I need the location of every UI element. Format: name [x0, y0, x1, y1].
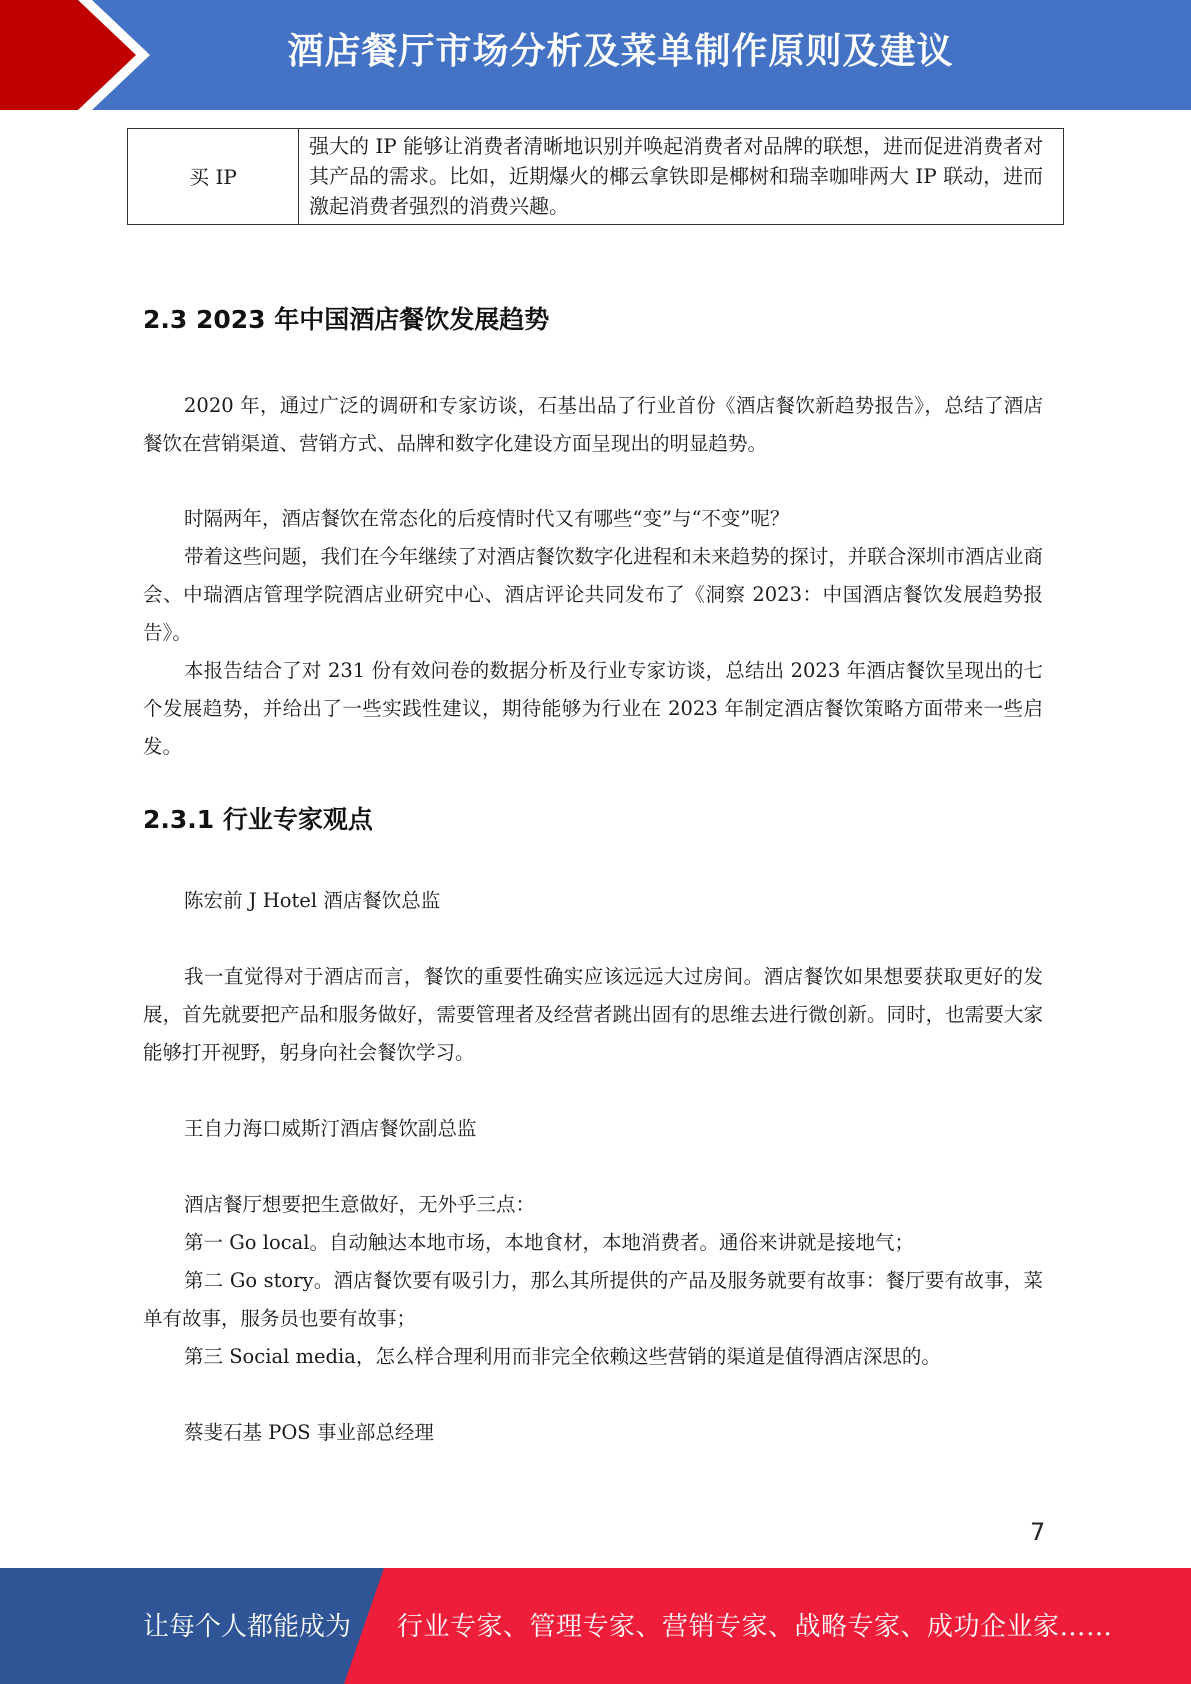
expert-quote: 我一直觉得对于酒店而言，餐饮的重要性确实应该远远大过房间。酒店餐饮如果想要获取更好的发展，首先就要把产品和服务做好，需要管理者及经营者跳出固有的思维去进行微创新。同时，也需要大家能够打开视野，躬身向社会餐饮学习。 — [143, 965, 1043, 1064]
expert-name: 陈宏前 J Hotel 酒店餐饮总监 — [184, 889, 441, 912]
page-footer — [0, 1568, 1191, 1684]
page-header — [0, 0, 1191, 110]
expert-name: 王自力海口威斯汀酒店餐饮副总监 — [184, 1117, 477, 1140]
section-heading-2-3: 2.3 2023 年中国酒店餐饮发展趋势 — [143, 305, 550, 334]
expert-quote-line: 第一 Go local。自动触达本地市场，本地食材，本地消费者。通俗来讲就是接地气； — [184, 1231, 914, 1254]
expert-quote-line: 酒店餐厅想要把生意做好，无外乎三点： — [184, 1193, 536, 1216]
footer-slogan-left: 让每个人都能成为 — [143, 1612, 352, 1642]
expert-quote-line: 第二 Go story。酒店餐饮要有吸引力，那么其所提供的产品及服务就要有故事：餐厅要有故事，菜单有故事，服务员也要有故事； — [143, 1269, 1043, 1330]
table-row — [128, 129, 1064, 225]
expert-quote-line: 第三 Social media，怎么样合理利用而非完全依赖这些营销的渠道是值得酒店深思的。 — [184, 1345, 941, 1368]
paragraph: 时隔两年，酒店餐饮在常态化的后疫情时代又有哪些“变”与“不变”呢？ — [184, 507, 790, 530]
expert-name: 蔡斐石基 POS 事业部总经理 — [184, 1421, 434, 1444]
page-number: 7 — [1030, 1518, 1046, 1546]
table-label-cell: 买 IP — [128, 129, 299, 225]
paragraph: 带着这些问题，我们在今年继续了对酒店餐饮数字化进程和未来趋势的探讨，并联合深圳市酒店业商会、中瑞酒店管理学院酒店业研究中心、酒店评论共同发布了《洞察 2023：中国酒店餐饮发展趋势报告》。 — [143, 545, 1043, 644]
footer-slogan-right: 行业专家、管理专家、营销专家、战略专家、成功企业家…… — [397, 1612, 1113, 1642]
header-chevron-icon — [0, 0, 160, 110]
table-content-cell: 强大的 IP 能够让消费者清晰地识别并唤起消费者对品牌的联想，进而促进消费者对其产品的需求。比如，近期爆火的椰云拿铁即是椰树和瑞幸咖啡两大 IP 联动，进而激起消费者强烈的消费兴趣。 — [299, 129, 1064, 225]
page-title: 酒店餐厅市场分析及菜单制作原则及建议 — [287, 31, 954, 72]
section-heading-2-3-1: 2.3.1 行业专家观点 — [143, 805, 373, 834]
paragraph: 2020 年，通过广泛的调研和专家访谈，石基出品了行业首份《酒店餐饮新趋势报告》，总结了酒店餐饮在营销渠道、营销方式、品牌和数字化建设方面呈现出的明显趋势。 — [143, 394, 1043, 455]
ip-table — [127, 128, 1064, 225]
paragraph: 本报告结合了对 231 份有效问卷的数据分析及行业专家访谈，总结出 2023 年酒店餐饮呈现出的七个发展趋势，并给出了一些实践性建议，期待能够为行业在 2023 年制定酒店餐饮策略方面带来一些启发。 — [143, 659, 1043, 758]
